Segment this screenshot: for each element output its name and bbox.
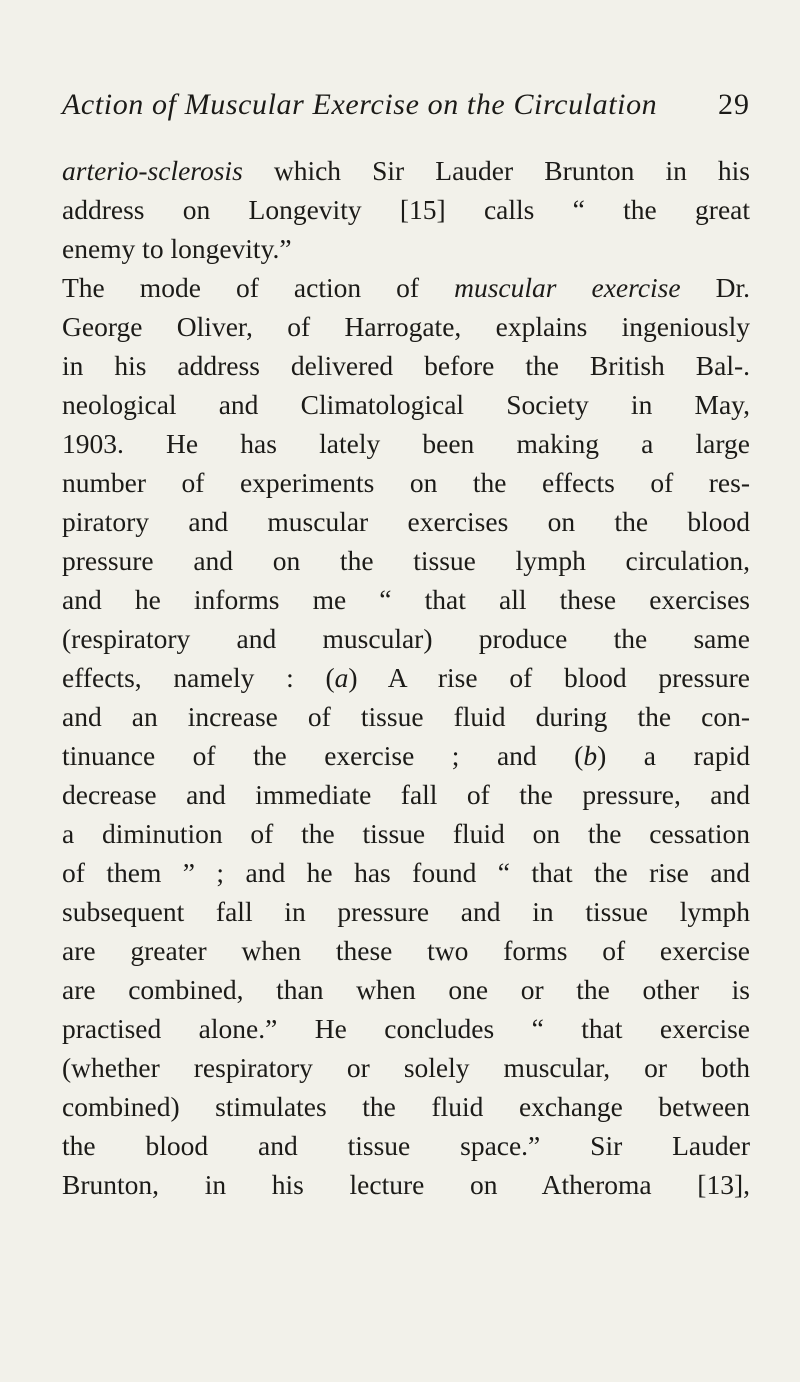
text-line-1: arterio-sclerosis which Sir Lauder Brunton in his [62, 155, 750, 186]
text-line-10: piratory and muscular exercises on the blood [62, 506, 750, 537]
text-line-14: effects, namely : (a) A rise of blood pressure [62, 662, 750, 693]
text-line-18: a diminution of the tissue fluid on the cessation [62, 818, 750, 849]
text-line-16: tinuance of the exercise ; and (b) a rapid [62, 740, 750, 771]
text-line-27: Brunton, in his lecture on Atheroma [13], [62, 1169, 750, 1200]
text-line-7: neological and Climatological Society in May, [62, 389, 750, 420]
text-line-5: George Oliver, of Harrogate, explains ingeniously [62, 311, 750, 342]
italic-letter: a [334, 662, 349, 693]
text-line-25: combined) stimulates the fluid exchange between [62, 1091, 750, 1122]
text-line-24: (whether respiratory or solely muscular, or both [62, 1052, 750, 1083]
text-line-17: decrease and immediate fall of the pressure, and [62, 779, 750, 810]
text-line-11: pressure and on the tissue lymph circulation, [62, 545, 750, 576]
text-line-2: address on Longevity [15] calls “ the great [62, 194, 750, 225]
running-title: Action of Muscular Exercise on the Circulation [62, 88, 658, 121]
page-number: 29 [718, 88, 750, 121]
text-line-20: subsequent fall in pressure and in tissue lymph [62, 896, 750, 927]
text-line-6: in his address delivered before the British Bal-. [62, 350, 750, 381]
text-line-22: are combined, than when one or the other is [62, 974, 750, 1005]
text-line-12: and he informs me “ that all these exercises [62, 584, 750, 615]
text-line-8: 1903. He has lately been making a large [62, 428, 750, 459]
text-line-13: (respiratory and muscular) produce the same [62, 623, 750, 654]
text-line-26: the blood and tissue space.” Sir Lauder [62, 1130, 750, 1161]
text-line-15: and an increase of tissue fluid during the con- [62, 701, 750, 732]
text-line-9: number of experiments on the effects of res- [62, 467, 750, 498]
text-line-4: The mode of action of muscular exercise Dr. [62, 272, 751, 303]
italic-term: arterio-sclerosis [62, 155, 243, 186]
italic-term: muscular exercise [454, 272, 681, 303]
body-text [62, 151, 750, 1204]
italic-letter: b [583, 740, 598, 771]
text-line-3: enemy to longevity.” [62, 233, 292, 264]
text-line-23: practised alone.” He concludes “ that exercise [62, 1013, 750, 1044]
running-head [62, 88, 750, 134]
text-line-21: are greater when these two forms of exercise [62, 935, 750, 966]
text-line-19: of them ” ; and he has found “ that the rise and [62, 857, 750, 888]
